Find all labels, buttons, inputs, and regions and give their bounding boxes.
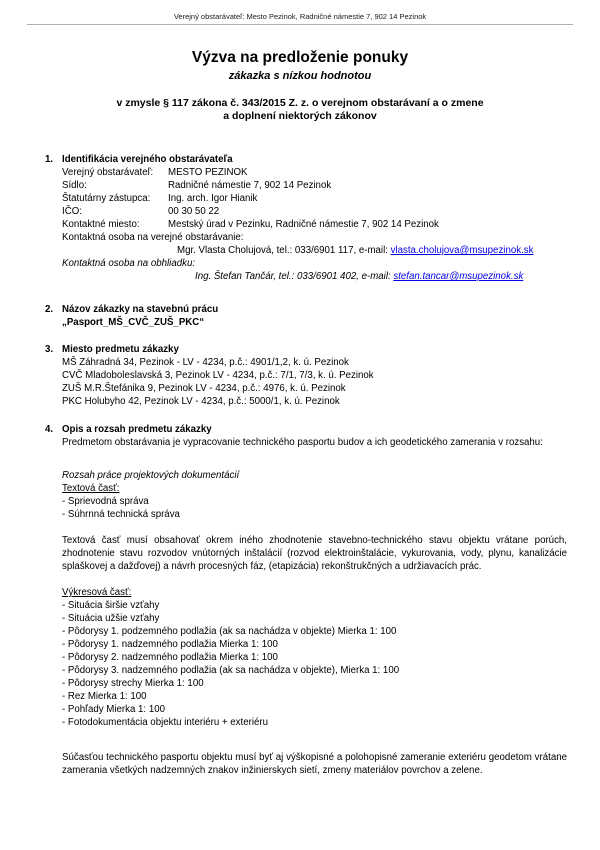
info-label: Verejný obstarávateľ: [62,167,154,178]
drawing-part-item: - Pôdorysy 3. nadzemného podlažia (ak sa nachádza v objekte), Mierka 1: 100 [62,665,400,676]
section-number: 4. [45,424,54,435]
section-heading: Názov zákazky na stavebnú prácu [62,304,219,315]
section-1 [45,153,567,283]
location-line: MŠ Záhradná 34, Pezinok - LV - 4234, p.č.: 4901/1,2, k. ú. Pezinok [62,357,349,368]
scope-title: Rozsah práce projektových dokumentácií [62,470,240,481]
info-row [62,179,567,192]
law-reference [0,97,600,123]
drawing-part-item: - Situácia širšie vzťahy [62,600,160,611]
info-row [62,166,567,179]
info-label: Štatutárny zástupca: [62,193,151,204]
info-value: Mestský úrad v Pezinku, Radničné námestie 7, 902 14 Pezinok [168,219,439,230]
drawing-part-item: - Pôdorysy 1. podzemného podlažia (ak sa nachádza v objekte) Mierka 1: 100 [62,626,397,637]
drawing-part-item: - Situácia užšie vzťahy [62,613,160,624]
law-reference-line-1: v zmysle § 117 zákona č. 343/2015 Z. z. o verejnom obstarávaní a o zmene [116,97,484,109]
document-body [45,153,567,777]
info-label: IČO: [62,206,82,217]
section-4 [45,423,567,777]
info-value: 00 30 50 22 [168,206,220,217]
law-reference-line-2: a doplnení niektorých zákonov [223,110,377,122]
drawing-part-item: - Pôdorysy strechy Mierka 1: 100 [62,678,204,689]
contact-inspection-line [62,270,567,283]
header-divider [27,24,573,25]
drawing-part-item: - Pôdorysy 2. nadzemného podlažia Mierka 1: 100 [62,652,278,663]
intro-paragraph: Predmetom obstarávania je vypracovanie technického pasportu budov a ich geodetického zamerania v rozsahu: [62,437,543,448]
text-part-title: Textová časť: [62,483,120,494]
info-row [62,192,567,205]
contact-procurement-line [62,244,567,257]
contract-name: „Pasport_MŠ_CVČ_ZUŠ_PKC“ [62,317,205,328]
contact-procurement-text: Mgr. Vlasta Cholujová, tel.: 033/6901 117, e-mail: [177,245,391,256]
section-2 [45,303,567,329]
info-value: MESTO PEZINOK [168,167,248,178]
section-heading: Opis a rozsah predmetu zákazky [62,424,212,435]
info-value: Radničné námestie 7, 902 14 Pezinok [168,180,332,191]
text-part-paragraph: Textová časť musí obsahovať okrem iného zhodnotenie stavebno-technického stavu objektu vrátane porúch, zhodnotenie stavu rozvodov vnútorných inštalácií (rozvod elektroinštalácie, vykurovania, vody, plynu, kanalizácie splaškovej a dažďovej) a návrh procesných fáz, (etapizácia) rekonštrukčných a udržiavacích prác. [62,535,567,572]
info-row [62,205,567,218]
email-link[interactable]: stefan.tancar@msupezinok.sk [393,271,524,282]
email-link[interactable]: vlasta.cholujova@msupezinok.sk [390,245,534,256]
info-value: Ing. arch. Igor Hianik [168,193,258,204]
drawing-part-item: - Pôdorysy 1. nadzemného podlažia Mierka 1: 100 [62,639,278,650]
document-header [27,0,573,21]
text-part-item: - Súhrnná technická správa [62,509,180,520]
closing-paragraph: Súčasťou technického pasportu objektu musí byť aj výškopisné a polohopisné zameranie exteriéru geodetom vrátane zamerania všetkých nadzemných znakov inžinierskych sietí, zmeny materiálov povrchov a zelene. [62,752,567,776]
document-subtitle: zákazka s nízkou hodnotou [228,70,372,82]
section-number: 1. [45,154,54,165]
text-part-item: - Sprievodná správa [62,496,149,507]
section-heading: Identifikácia verejného obstarávateľa [62,154,233,165]
location-line: CVČ Mladoboleslavská 3, Pezinok LV - 4234, p.č.: 7/1, 7/3, k. ú. Pezinok [62,370,374,381]
drawing-part-item: - Fotodokumentácia objektu interiéru + exteriéru [62,717,268,728]
header-text: Verejný obstarávateľ: Mesto Pezinok, Radničné námestie 7, 902 14 Pezinok [173,12,427,21]
drawing-part-title: Výkresová časť: [62,587,132,598]
section-number: 2. [45,304,54,315]
location-line: ZUŠ M.R.Štefánika 9, Pezinok LV - 4234, p.č.: 4976, k. ú. Pezinok [62,383,346,394]
info-label: Sídlo: [62,180,87,191]
drawing-part-item: - Rez Mierka 1: 100 [62,691,147,702]
document-title: Výzva na predloženie ponuky [191,49,409,66]
drawing-part-item: - Pohľady Mierka 1: 100 [62,704,165,715]
contact-inspection-label: Kontaktná osoba na obhliadku: [62,258,196,269]
section-heading: Miesto predmetu zákazky [62,344,179,355]
title-block [0,49,600,123]
section-3 [45,343,567,408]
location-line: PKC Holubyho 42, Pezinok LV - 4234, p.č.: 5000/1, k. ú. Pezinok [62,396,340,407]
contact-inspection-text: Ing. Štefan Tančár, tel.: 033/6901 402, e-mail: [195,271,394,282]
section-number: 3. [45,344,54,355]
info-label: Kontaktné miesto: [62,219,140,230]
info-row [62,218,567,231]
contact-procurement-label: Kontaktná osoba na verejné obstarávanie: [62,232,244,243]
